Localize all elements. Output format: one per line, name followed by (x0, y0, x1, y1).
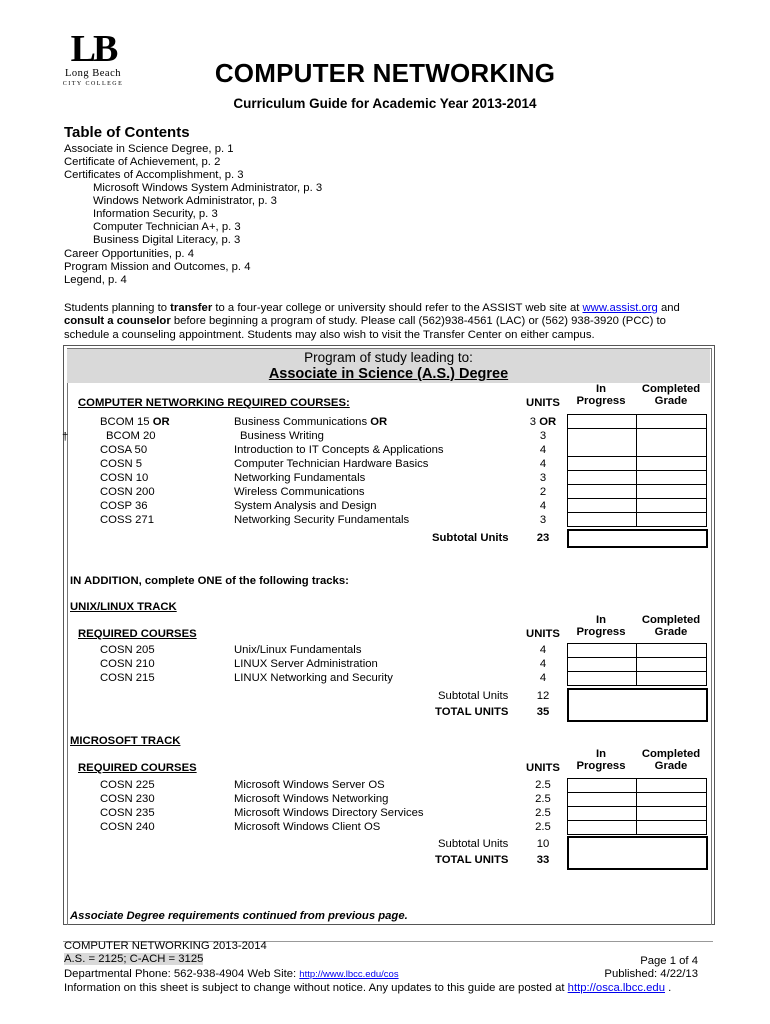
logo-subname: CITY COLLEGE (62, 81, 124, 87)
grade-cell[interactable] (636, 792, 707, 807)
course-units: 3 (539, 472, 547, 484)
in-progress-cell[interactable] (567, 428, 637, 457)
addition-note: IN ADDITION, complete ONE of the following tracks: (70, 575, 349, 587)
course-title: Computer Technician Hardware Basics (234, 458, 429, 470)
toc-item: Windows Network Administrator, p. 3 (93, 195, 277, 207)
course-code: COSN 205 (100, 644, 155, 656)
completed-grade-header: Completed Grade (641, 748, 701, 772)
in-progress-cell[interactable] (567, 498, 637, 513)
toc-item: Certificates of Accomplishment, p. 3 (64, 169, 244, 181)
osca-link[interactable]: http://osca.lbcc.edu (567, 982, 665, 994)
required-heading: COMPUTER NETWORKING REQUIRED COURSES: (78, 397, 350, 409)
course-code: COSN 225 (100, 779, 155, 791)
toc-item: Career Opportunities, p. 4 (64, 248, 194, 260)
unix-required-heading: REQUIRED COURSES (78, 628, 197, 640)
grade-cell[interactable] (636, 456, 707, 471)
toc-item: Microsoft Windows System Administrator, p. 3 (93, 182, 323, 194)
grade-cell[interactable] (636, 806, 707, 821)
in-progress-cell[interactable] (567, 778, 637, 793)
assist-link[interactable]: www.assist.org (582, 302, 658, 314)
course-code: COSA 50 (100, 444, 148, 456)
course-title: Business Writing (240, 430, 324, 442)
footer-disclaimer: Information on this sheet is subject to change without notice. Any updates to this guide are posted at http://osca.lbcc.edu . (64, 982, 672, 994)
transfer-note: Students planning to transfer to a four-year college or university should refer to the ASSIST web site at www.assist.org and consult a counselor before beginning a program of study. Please call (562)938-4561 (LAC) or (562) 938-3920 (PCC) to schedule a counseling appointment. Students may also wish to visit the Transfer Center on either campus. (64, 302, 680, 341)
course-code: COSN 10 (100, 472, 149, 484)
course-code: BCOM 15 OR (100, 416, 170, 428)
in-progress-cell[interactable] (567, 671, 637, 686)
course-title: Microsoft Windows Client OS (234, 821, 381, 833)
course-title: Business Communications OR (234, 416, 388, 428)
in-progress-cell[interactable] (567, 512, 637, 527)
page-subtitle: Curriculum Guide for Academic Year 2013-2014 (233, 96, 537, 111)
subtotal-value: 12 (536, 690, 550, 702)
course-title: System Analysis and Design (234, 500, 377, 512)
grade-cell[interactable] (636, 498, 707, 513)
subtotal-label: Subtotal Units (438, 690, 509, 702)
program-line1: Program of study leading to: (304, 350, 473, 365)
course-title: Networking Security Fundamentals (234, 514, 410, 526)
grade-cell[interactable] (636, 643, 707, 658)
total-label: TOTAL UNITS (435, 706, 509, 718)
in-progress-cell[interactable] (567, 456, 637, 471)
toc-item: Legend, p. 4 (64, 274, 127, 286)
grade-cell[interactable] (636, 512, 707, 527)
course-units: 2 (539, 486, 547, 498)
program-degree: Associate in Science (A.S.) Degree (268, 366, 509, 382)
course-units: 4 (539, 458, 547, 470)
in-progress-cell[interactable] (567, 657, 637, 672)
ms-track-heading: MICROSOFT TRACK (70, 735, 181, 747)
ms-required-heading: REQUIRED COURSES (78, 762, 197, 774)
grade-cell[interactable] (636, 428, 707, 457)
course-units: 4 (539, 658, 547, 670)
page-title: COMPUTER NETWORKING (214, 58, 556, 88)
toc-heading: Table of Contents (64, 124, 190, 141)
course-units: 3 (539, 514, 547, 526)
unix-track-heading: UNIX/LINUX TRACK (70, 601, 177, 613)
in-progress-cell[interactable] (567, 470, 637, 485)
grade-cell[interactable] (636, 484, 707, 499)
in-progress-cell[interactable] (567, 820, 637, 835)
subtotal-value: 10 (536, 838, 550, 850)
grade-cell[interactable] (636, 470, 707, 485)
toc-item: Computer Technician A+, p. 3 (93, 221, 241, 233)
units-header: UNITS (526, 397, 560, 409)
course-units: 2.5 (535, 807, 551, 819)
grade-cell[interactable] (636, 414, 707, 429)
in-progress-cell[interactable] (567, 792, 637, 807)
toc-item: Information Security, p. 3 (93, 208, 218, 220)
course-units: 3 OR (529, 416, 557, 428)
grade-cell[interactable] (636, 657, 707, 672)
grade-cell[interactable] (636, 820, 707, 835)
course-title: Microsoft Windows Server OS (234, 779, 385, 791)
in-progress-header: In Progress (576, 383, 626, 407)
course-code: COSN 200 (100, 486, 155, 498)
course-title: Networking Fundamentals (234, 472, 366, 484)
units-header: UNITS (526, 762, 560, 774)
total-value: 33 (536, 854, 550, 866)
website-link[interactable]: http://www.lbcc.edu/cos (299, 969, 399, 980)
published-date: Published: 4/22/13 (604, 968, 698, 980)
course-units: 4 (539, 672, 547, 684)
course-code: COSS 271 (100, 514, 155, 526)
course-code: BCOM 20 (106, 430, 156, 442)
subtotal-value: 23 (536, 532, 550, 544)
course-title: LINUX Server Administration (234, 658, 378, 670)
course-title: Unix/Linux Fundamentals (234, 644, 362, 656)
course-units: 4 (539, 444, 547, 456)
course-title: Microsoft Windows Networking (234, 793, 389, 805)
toc-item: Certificate of Achievement, p. 2 (64, 156, 221, 168)
course-code: COSN 210 (100, 658, 155, 670)
in-progress-header: In Progress (576, 614, 626, 638)
in-progress-cell[interactable] (567, 484, 637, 499)
course-code: COSP 36 (100, 500, 148, 512)
course-units: 2.5 (535, 779, 551, 791)
footer-phone: Departmental Phone: 562-938-4904 Web Site: http://www.lbcc.edu/cos (64, 968, 399, 980)
subtotal-label: Subtotal Units (432, 532, 509, 544)
course-title: Introduction to IT Concepts & Applications (234, 444, 444, 456)
total-cell[interactable] (567, 688, 708, 722)
completed-grade-header: Completed Grade (641, 614, 701, 638)
logo-mark: LB (70, 28, 116, 70)
course-code: COSN 230 (100, 793, 155, 805)
subtotal-cell[interactable] (567, 529, 708, 548)
course-title: Wireless Communications (234, 486, 365, 498)
in-progress-header: In Progress (576, 748, 626, 772)
course-code: COSN 215 (100, 672, 155, 684)
total-label: TOTAL UNITS (435, 854, 509, 866)
course-units: 4 (539, 500, 547, 512)
toc-item: Associate in Science Degree, p. 1 (64, 143, 234, 155)
course-units: 3 (539, 430, 547, 442)
course-code: COSN 5 (100, 458, 143, 470)
total-value: 35 (536, 706, 550, 718)
footer-program: COMPUTER NETWORKING 2013-2014 (64, 940, 267, 952)
dagger-mark: † (62, 431, 69, 443)
course-title: LINUX Networking and Security (234, 672, 393, 684)
footer-codes: A.S. = 2125; C-ACH = 3125 (64, 953, 204, 965)
continued-note: Associate Degree requirements continued from previous page. (70, 910, 408, 922)
units-header: UNITS (526, 628, 560, 640)
subtotal-label: Subtotal Units (438, 838, 509, 850)
course-code: COSN 235 (100, 807, 155, 819)
course-units: 2.5 (535, 793, 551, 805)
course-units: 2.5 (535, 821, 551, 833)
course-title: Microsoft Windows Directory Services (234, 807, 424, 819)
grade-cell[interactable] (636, 778, 707, 793)
toc-item: Business Digital Literacy, p. 3 (93, 234, 241, 246)
course-units: 4 (539, 644, 547, 656)
in-progress-cell[interactable] (567, 643, 637, 658)
toc-item: Program Mission and Outcomes, p. 4 (64, 261, 251, 273)
completed-grade-header: Completed Grade (641, 383, 701, 407)
page-number: Page 1 of 4 (640, 955, 698, 967)
in-progress-cell[interactable] (567, 414, 637, 429)
grade-cell[interactable] (636, 671, 707, 686)
logo-name: Long Beach (64, 68, 122, 79)
total-cell[interactable] (567, 836, 708, 870)
in-progress-cell[interactable] (567, 806, 637, 821)
course-code: COSN 240 (100, 821, 155, 833)
